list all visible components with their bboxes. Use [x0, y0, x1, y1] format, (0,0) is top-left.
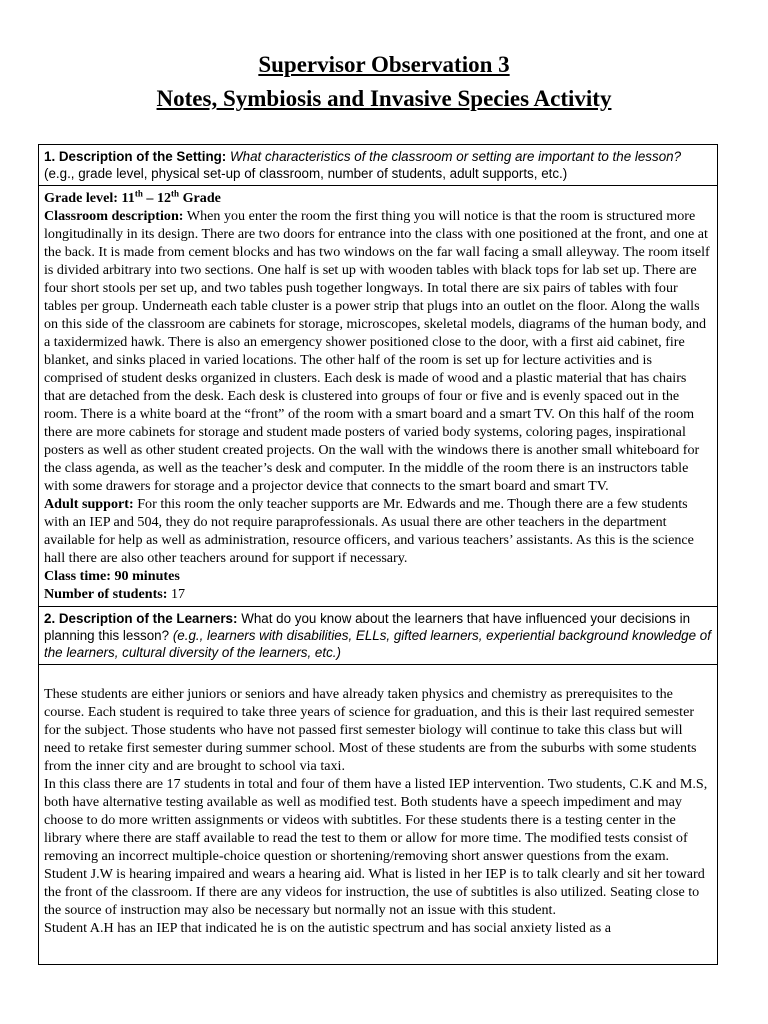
setting-header-cell [39, 145, 717, 186]
document-title: Supervisor Observation 3 [258, 52, 510, 77]
adult-support [44, 495, 711, 567]
class-time: Class time: 90 minutes [44, 568, 180, 584]
classroom-text: When you enter the room the first thing you will notice is that the room is structured more longitudinally in its design. There are two doors for entrance into the class with one positioned at the front, and one at the back. It is made from cement blocks and has two windows on the far wall facing a small alleyway. The room itself is divided arbitrary into two sections. One half is set up with wooden tables with black tops for lab set up. There are four short stools per set up, and two tables push together longways. In total there are six pairs of tables with four tables per group. Underneath each table cluster is a power strip that plugs into an outlet on the floor. Along the walls on this side of the classroom are cabinets for storage, microscopes, skeletal models, diagrams of the human body, and a taxidermized hawk. There is also an emergency shower positioned close to the door, with a first aid cabinet, fire blanket, and sinks placed in varied locations. The other half of the room is set up for lecture activities and is comprised of student desks organized in clusters. Each desk is made of wood and a plastic material that has chairs that are detached from the desk. Each desk is clustered into groups of four or five and is evenly spaced out in the room. There is a white board at the “front” of the room with a smart board and a smart TV. On this half of the room there are more cabinets for storage and student made posters of varied body systems, coloring pages, inspirational posters as well as other student created projects. On the wall with the windows there is another small whiteboard for the class agenda, as well as the teacher’s desk and computer. In the middle of the room there is an instructors table with some drawers for storage and a projector device that connects to the smart board and smart TV. [44, 208, 710, 494]
learners-paragraph: Student J.W is hearing impaired and wears a hearing aid. What is listed in her IEP is to talk clearly and sit her toward the front of the classroom. If there are any videos for instruction, the use of subtitles is also utilized. Seating close to the source of instruction may also be necessary but normally not an issue with this student. [44, 866, 705, 918]
students-value: 17 [171, 586, 186, 602]
grade-end: 12 [156, 190, 172, 206]
setting-question: What characteristics of the classroom or setting are important to the lesson? [230, 149, 682, 164]
learners-heading: 2. Description of the Learners: [44, 611, 238, 626]
grade-start-sup: th [134, 188, 143, 199]
observation-table [38, 144, 718, 965]
learners-header-cell [39, 607, 717, 665]
grade-start: 11 [121, 190, 135, 206]
setting-heading: 1. Description of the Setting: [44, 149, 227, 164]
learners-paragraph: These students are either juniors or seniors and have already taken physics and chemistry as prerequisites to the course. Each student is required to take three years of science for graduation, and this is their last required semester for the subject. Those students who have not passed first semester biology will continue to take this class but will need to retake first semester during summer school. Most of these students are from the suburbs with some students from the inner city and are brought to school via taxi. [44, 686, 697, 774]
number-of-students [44, 585, 711, 603]
learners-paragraph: In this class there are 17 students in total and four of them have a listed IEP intervention. Two students, C.K and M.S, both have alternative testing available as well as modified test. Both students have a speech impediment and may choose to do more written assignments or videos with subtitles. For these students there is a testing center in the library where there are staff available to read the test to them or allow for more time. The modified tests consist of removing an incorrect multiple-choice question or shortening/removing short answer questions from the exam. [44, 776, 708, 864]
grade-sep: – [142, 190, 157, 206]
grade-level [44, 189, 711, 207]
learners-body-cell [39, 665, 717, 965]
classroom-description [44, 207, 711, 495]
grade-label: Grade level: [44, 190, 118, 206]
adult-text: For this room the only teacher supports are Mr. Edwards and me. Though there are a few students with an IEP and 504, they do not require paraprofessionals. As usual there are other teachers in the department available for help as well as administration, resource officers, and various teachers’ assistants. As this is the science hall there are also other teachers around for support if necessary. [44, 496, 694, 566]
adult-label: Adult support: [44, 496, 134, 512]
document-subtitle: Notes, Symbiosis and Invasive Species Activity [156, 86, 612, 111]
setting-body-cell [39, 186, 717, 607]
grade-end-sup: th [171, 188, 180, 199]
learners-examples: (e.g., learners with disabilities, ELLs, gifted learners, experiential background knowledge of the learners, cultural diversity of the learners, etc.) [44, 628, 711, 660]
grade-suffix: Grade [179, 190, 221, 206]
classroom-label: Classroom description: [44, 208, 184, 224]
setting-examples: (e.g., grade level, physical set-up of classroom, number of students, adult supports, etc.) [44, 166, 568, 181]
learners-question: What do you know about the learners that have influenced your decisions in planning this lesson? [44, 611, 691, 643]
learners-paragraph: Student A.H has an IEP that indicated he is on the autistic spectrum and has social anxiety listed as a [44, 920, 612, 936]
students-label: Number of students: [44, 586, 168, 602]
